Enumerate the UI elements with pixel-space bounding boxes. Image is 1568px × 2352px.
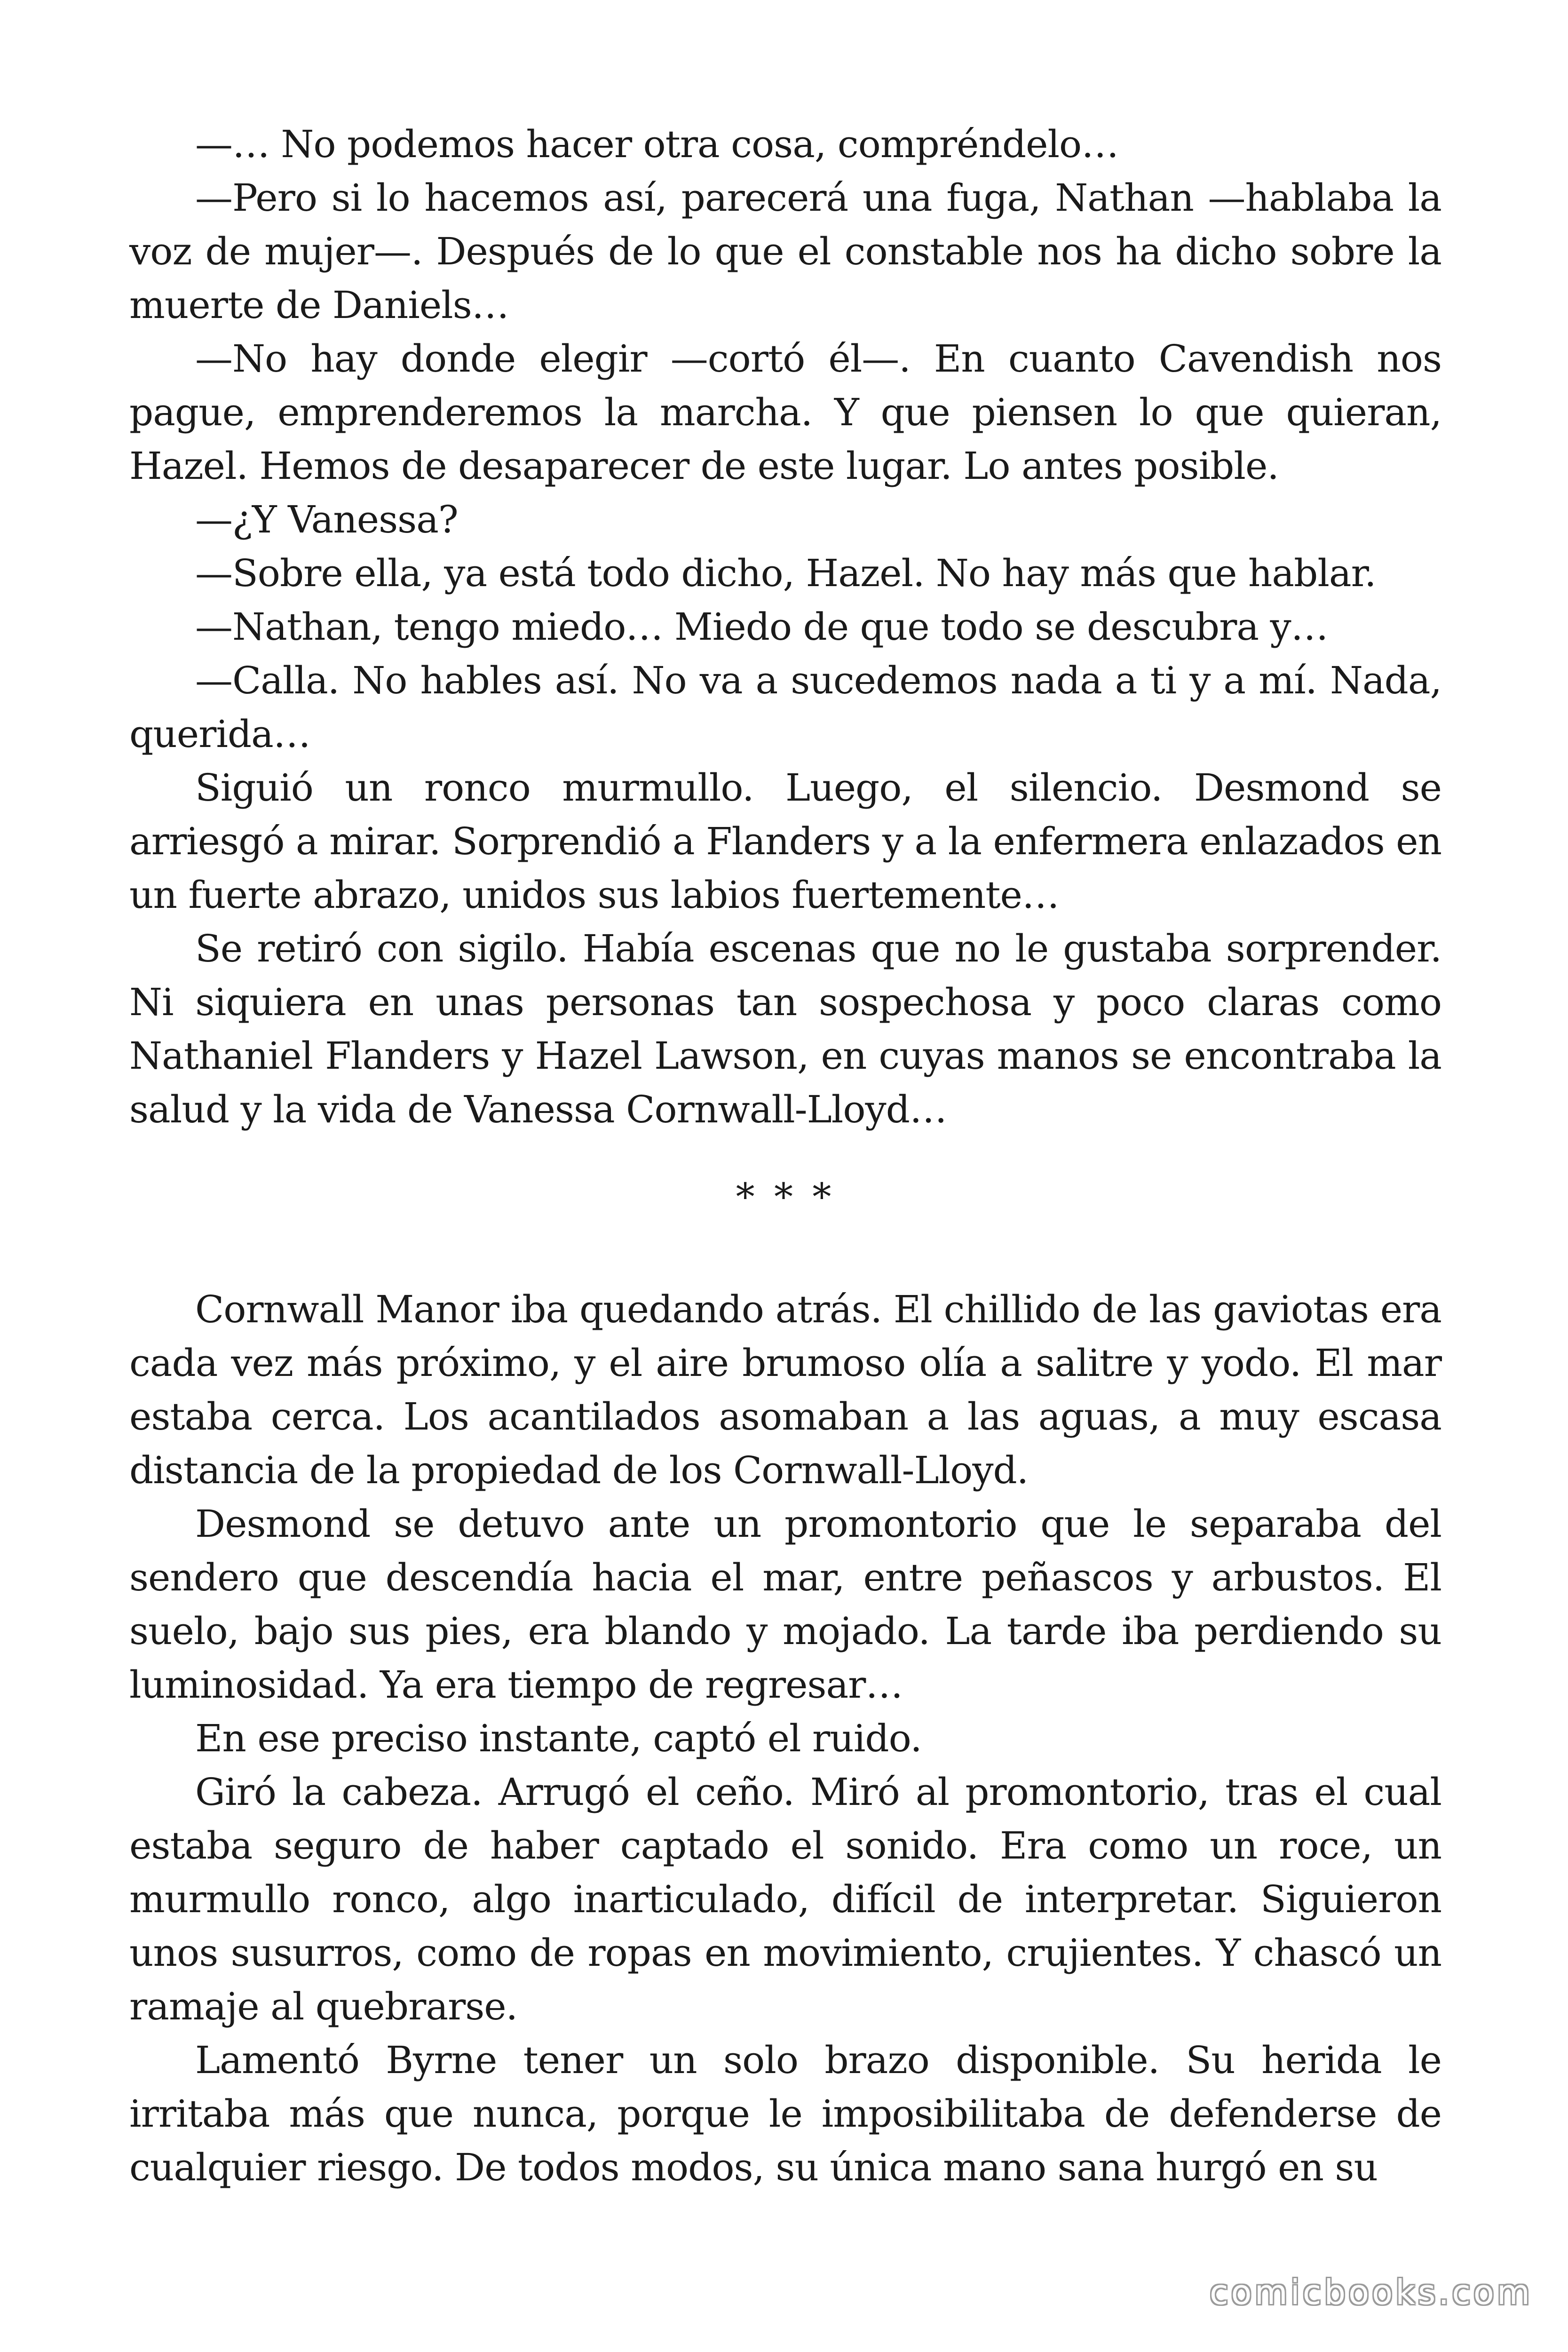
paragraph: Lamentó Byrne tener un solo brazo disponible. Su herida le irritaba más que nunca, porque le imposibilitaba de defenderse de cualquier riesgo. De todos modos, su única mano sana hurgó en su <box>129 2038 1441 2189</box>
paragraph: Desmond se detuvo ante un promontorio que le separaba del sendero que descendía hacia el mar, entre peñascos y arbustos. El suelo, bajo sus pies, era blando y mojado. La tarde iba perdiendo su luminosidad. Ya era tiempo de regresar… <box>129 1502 1441 1707</box>
text-block-2 <box>129 1283 1441 2194</box>
paragraph: Giró la cabeza. Arrugó el ceño. Miró al promontorio, tras el cual estaba seguro de haber captado el sonido. Era como un roce, un murmullo ronco, algo inarticulado, difícil de interpretar. Siguieron unos susurros, como de ropas en movimiento, crujientes. Y chascó un ramaje al quebrarse. <box>129 1770 1441 2028</box>
paragraph: —Calla. No hables así. No va a sucedemos nada a ti y a mí. Nada, querida… <box>129 659 1441 756</box>
paragraph: Se retiró con sigilo. Había escenas que no le gustaba sorprender. Ni siquiera en unas personas tan sospechosa y poco claras como Nathaniel Flanders y Hazel Lawson, en cuyas manos se encontraba la salud y la vida de Vanessa Cornwall-Lloyd… <box>129 927 1441 1131</box>
section-break: * * * <box>736 1175 835 1219</box>
page-body <box>129 118 1441 2194</box>
paragraph: —No hay donde elegir —cortó él—. En cuanto Cavendish nos pague, emprenderemos la marcha. Y que piensen lo que quieran, Hazel. Hemos de desaparecer de este lugar. Lo antes posible. <box>129 337 1441 488</box>
paragraph: Cornwall Manor iba quedando atrás. El chillido de las gaviotas era cada vez más próximo, y el aire brumoso olía a salitre y yodo. El mar estaba cerca. Los acantilados asomaban a las aguas, a muy escasa distancia de la propiedad de los Cornwall-Lloyd. <box>129 1287 1441 1492</box>
paragraph: —… No podemos hacer otra cosa, compréndelo… <box>195 122 1119 166</box>
paragraph: —Nathan, tengo miedo… Miedo de que todo se descubra y… <box>195 605 1328 649</box>
paragraph: En ese preciso instante, captó el ruido. <box>195 1716 922 1760</box>
paragraph: Siguió un ronco murmullo. Luego, el silencio. Desmond se arriesgó a mirar. Sorprendió a Flanders y a la enfermera enlazados en un fuerte abrazo, unidos sus labios fuertemente… <box>129 766 1441 917</box>
watermark: comicbooks.com <box>1209 2273 1533 2312</box>
paragraph: —Pero si lo hacemos así, parecerá una fuga, Nathan —hablaba la voz de mujer—. Después de lo que el constable nos ha dicho sobre la muerte de Daniels… <box>129 176 1441 327</box>
text-block-1 <box>129 118 1441 1136</box>
paragraph: —Sobre ella, ya está todo dicho, Hazel. No hay más que hablar. <box>195 551 1376 595</box>
paragraph: —¿Y Vanessa? <box>195 498 458 541</box>
